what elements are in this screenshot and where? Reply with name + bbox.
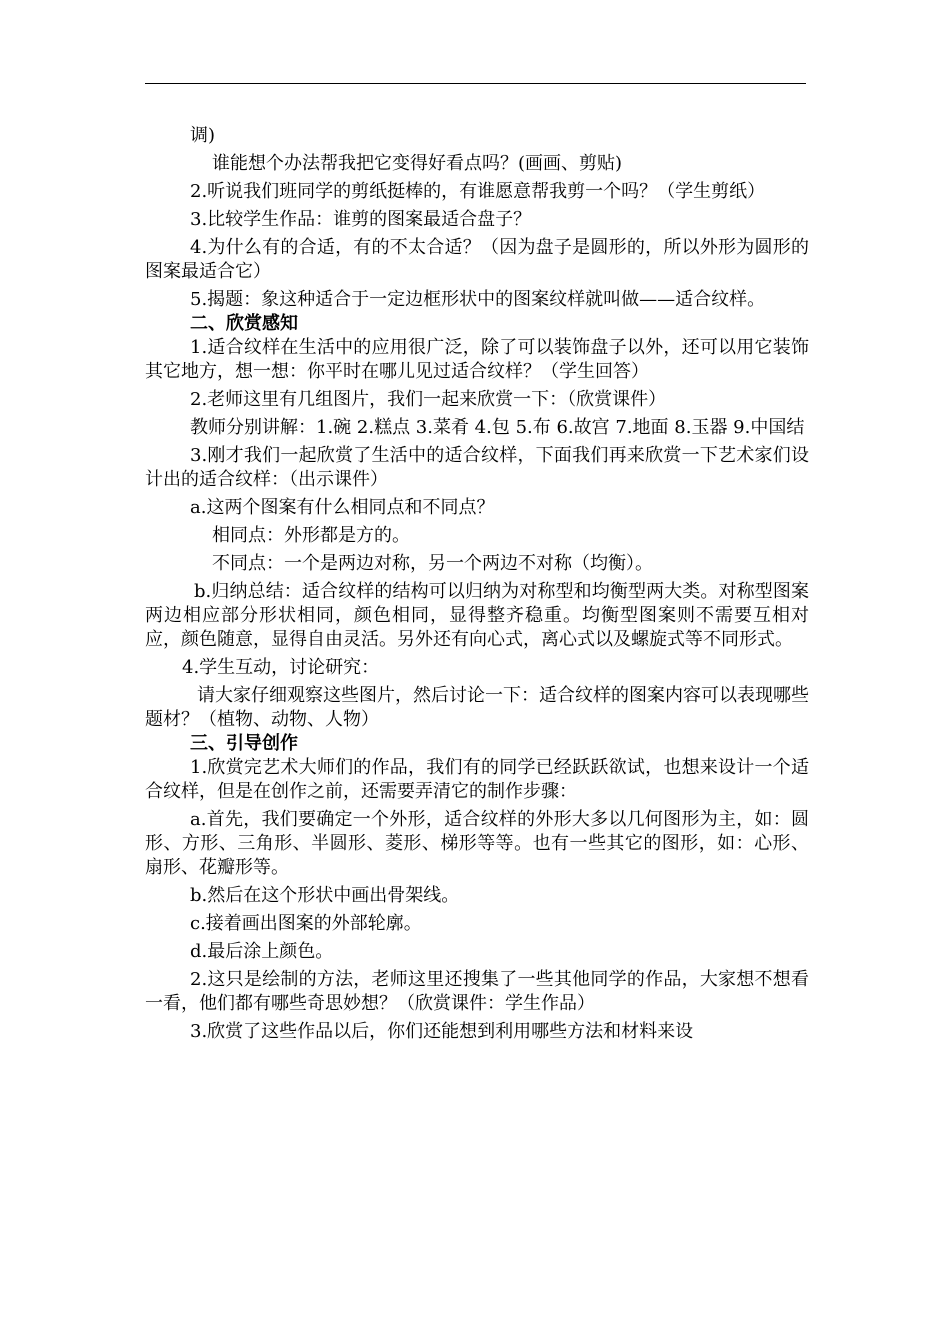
paragraph: 1.欣赏完艺术大师们的作品，我们有的同学已经跃跃欲试，也想来设计一个适合纹样，但是在创作之前，还需要弄清它的制作步骤： [145,757,809,802]
paragraph: b.归纳总结：适合纹样的结构可以归纳为对称型和均衡型两大类。对称型图案两边相应部分形状相同，颜色相同，显得整齐稳重。均衡型图案则不需要互相对应，颜色随意，显得自由灵活。另外还有向心式，离心式以及螺旋式等不同形式。 [145,581,809,650]
paragraph: 3.刚才我们一起欣赏了生活中的适合纹样，下面我们再来欣赏一下艺术家们设计出的适合纹样：（出示课件） [145,445,809,490]
paragraph: 2.老师这里有几组图片，我们一起来欣赏一下：（欣赏课件） [190,389,667,410]
paragraph: 2.这只是绘制的方法，老师这里还搜集了一些其他同学的作品，大家想不想看一看，他们都有哪些奇思妙想？（欣赏课件：学生作品） [145,969,809,1014]
paragraph: 3.比较学生作品：谁剪的图案最适合盘子？ [190,209,532,230]
paragraph: d.最后涂上颜色。 [190,941,334,962]
paragraph: a.这两个图案有什么相同点和不同点？ [190,497,495,518]
paragraph: 1.适合纹样在生活中的应用很广泛，除了可以装饰盘子以外，还可以用它装饰其它地方，想一想：你平时在哪儿见过适合纹样？（学生回答） [145,337,809,382]
paragraph: 5.揭题：象这种适合于一定边框形状中的图案纹样就叫做——适合纹样。 [190,289,766,310]
paragraph: 4.为什么有的合适，有的不太合适？（因为盘子是圆形的，所以外形为圆形的图案最适合它） [145,237,809,282]
paragraph: a.首先，我们要确定一个外形，适合纹样的外形大多以几何图形为主，如：圆形、方形、三角形、半圆形、菱形、梯形等等。也有一些其它的图形，如：心形、扇形、花瓣形等。 [145,809,809,878]
paragraph: 谁能想个办法帮我把它变得好看点吗？(画画、剪贴) [212,153,623,174]
header-rule [145,83,806,84]
paragraph: 请大家仔细观察这些图片，然后讨论一下：适合纹样的图案内容可以表现哪些题材？（植物、动物、人物） [145,685,809,730]
paragraph: 2.听说我们班同学的剪纸挺棒的，有谁愿意帮我剪一个吗？（学生剪纸） [190,181,766,202]
paragraph: c.接着画出图案的外部轮廓。 [190,913,422,934]
paragraph: b.然后在这个形状中画出骨架线。 [190,885,460,906]
paragraph: 调) [190,125,216,146]
paragraph: 不同点：一个是两边对称，另一个两边不对称（均衡）。 [212,553,653,574]
section-heading: 二、欣赏感知 [190,313,298,334]
paragraph: 教师分别讲解：1.碗 2.糕点 3.菜肴 4.包 5.布 6.故宫 7.地面 8.玉器 9.中国结 [190,417,805,438]
document-body [145,124,809,1048]
section-heading: 三、引导创作 [190,733,298,754]
paragraph: 相同点：外形都是方的。 [212,525,410,546]
paragraph: 4.学生互动，讨论研究： [182,657,380,678]
paragraph: 3.欣赏了这些作品以后，你们还能想到利用哪些方法和材料来设 [190,1021,694,1042]
